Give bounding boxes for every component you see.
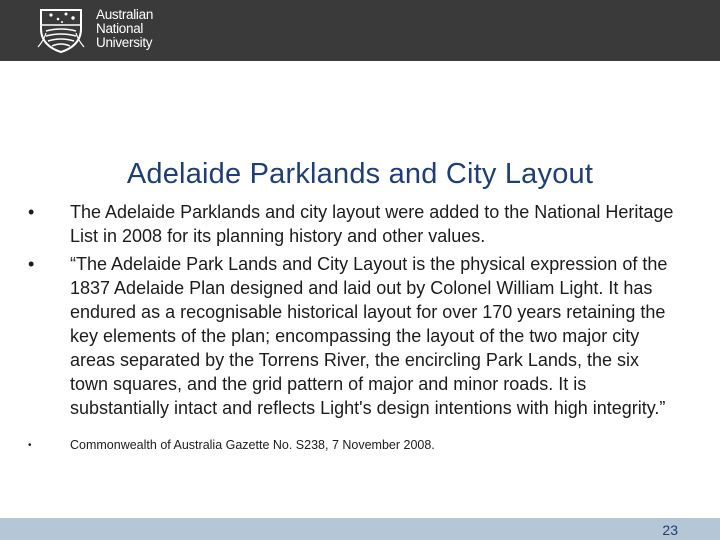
slide-title: Adelaide Parklands and City Layout [126, 158, 594, 190]
footer-bar [0, 518, 720, 540]
bullet-dot: • [28, 440, 32, 451]
logo-line-1: Australian [96, 7, 154, 22]
source-note-item [24, 437, 674, 453]
anu-crest-icon [36, 7, 86, 53]
logo-line-2: National [96, 21, 144, 36]
bullet-text: The Adelaide Parklands and city layout were added to the National Heritage List in 2008 for its planning history and other values. [70, 202, 674, 246]
bullet-dot: • [28, 202, 35, 222]
logo-line-3: University [96, 35, 153, 50]
bullet-item [24, 200, 674, 248]
header-bar [0, 0, 720, 61]
bullet-item [24, 252, 674, 420]
university-name [96, 8, 153, 50]
page-number: 23 [662, 522, 678, 538]
bullet-list [24, 200, 674, 457]
bullet-text: “The Adelaide Park Lands and City Layout is the physical expression of the 1837 Adelaide Plan designed and laid out by Colonel William Light. It has endured as a recognisable historical layout for over 170 years retaining the key elements of the plan; encompassing the layout of the two major city areas separated by the Torrens River, the encircling Park Lands, the six town squares, and the grid pattern of major and minor roads. It is substantially intact and reflects Light's design intentions with high integrity.” [70, 254, 668, 418]
bullet-dot: • [28, 254, 35, 274]
source-note: Commonwealth of Australia Gazette No. S238, 7 November 2008. [70, 438, 435, 452]
